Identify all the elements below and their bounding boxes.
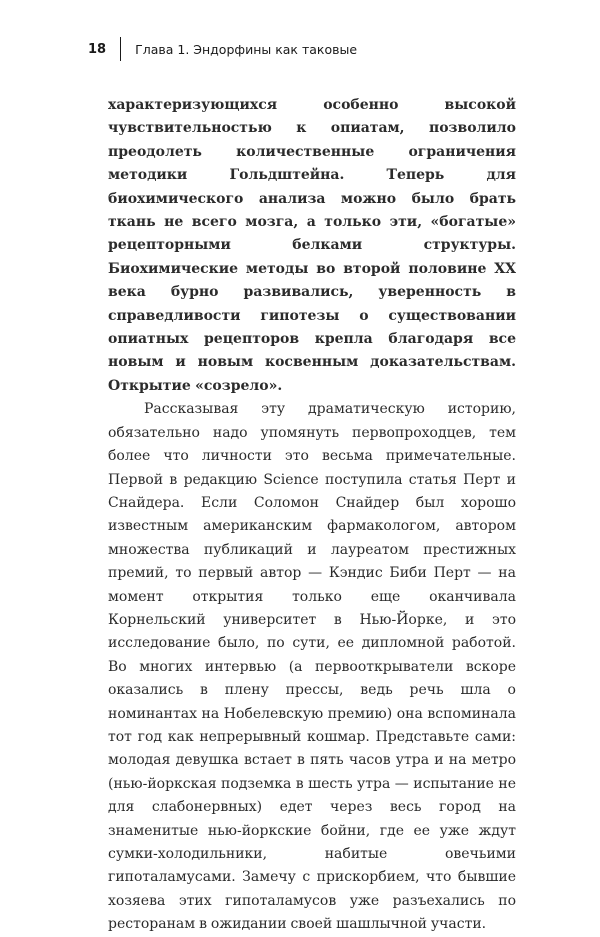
header-divider (120, 37, 121, 61)
page-number: 18 (88, 41, 107, 57)
running-head (88, 36, 357, 62)
paragraph: Рассказывая эту драматическую историю, обязательно надо упомянуть первопроходцев, тем более что личности это весьма примечательные. Первой в редакцию Science поступила статья Перт и Снайдера. Если Соломон Снайдер был хорошо известным американским фармакологом, автором множества публикаций и лауреатом престижных премий, то первый автор — Кэндис Биби Перт — на момент открытия только еще оканчивала Корнельский университет в Нью-Йорке, и это исследование было, по сути, ее дипломной работой. Во многих интервью (а первооткрыватели вскоре оказались в плену прессы, ведь речь шла о номинантах на Нобелевскую премию) она вспоминала тот год как непрерывный кошмар. Представьте сами: молодая девушка встает в пять часов утра и на метро (нью-йоркская подземка в шесть утра — испытание не для слабонервных) едет через весь город на знаменитые нью-йоркские бойни, где ее уже ждут сумки-холодильники, набитые овечьими гипоталамусами. Замечу с прискорбием, что бывшие хозяева этих гипоталамусов уже разъехались по ресторанам в ожидании своей шашлычной участи. (108, 401, 516, 933)
chapter-title: Глава 1. Эндорфины как таковые (135, 41, 358, 57)
paragraph-continued: характеризующихся особенно высокой чувствительностью к опиатам, позволило преодолеть количественные ограничения методики Гольдштейна. Теперь для биохимического анализа можно было брать ткань не всего мозга, а только эти, «богатые» рецепторными белками структуры. Биохимические методы во второй половине XX века бурно развивались, уверенность в справедливости гипотезы о существовании опиатных рецепторов крепла благодаря все новым и новым косвенным доказательствам. Открытие «созрело». (108, 97, 516, 394)
body-text (108, 94, 516, 937)
